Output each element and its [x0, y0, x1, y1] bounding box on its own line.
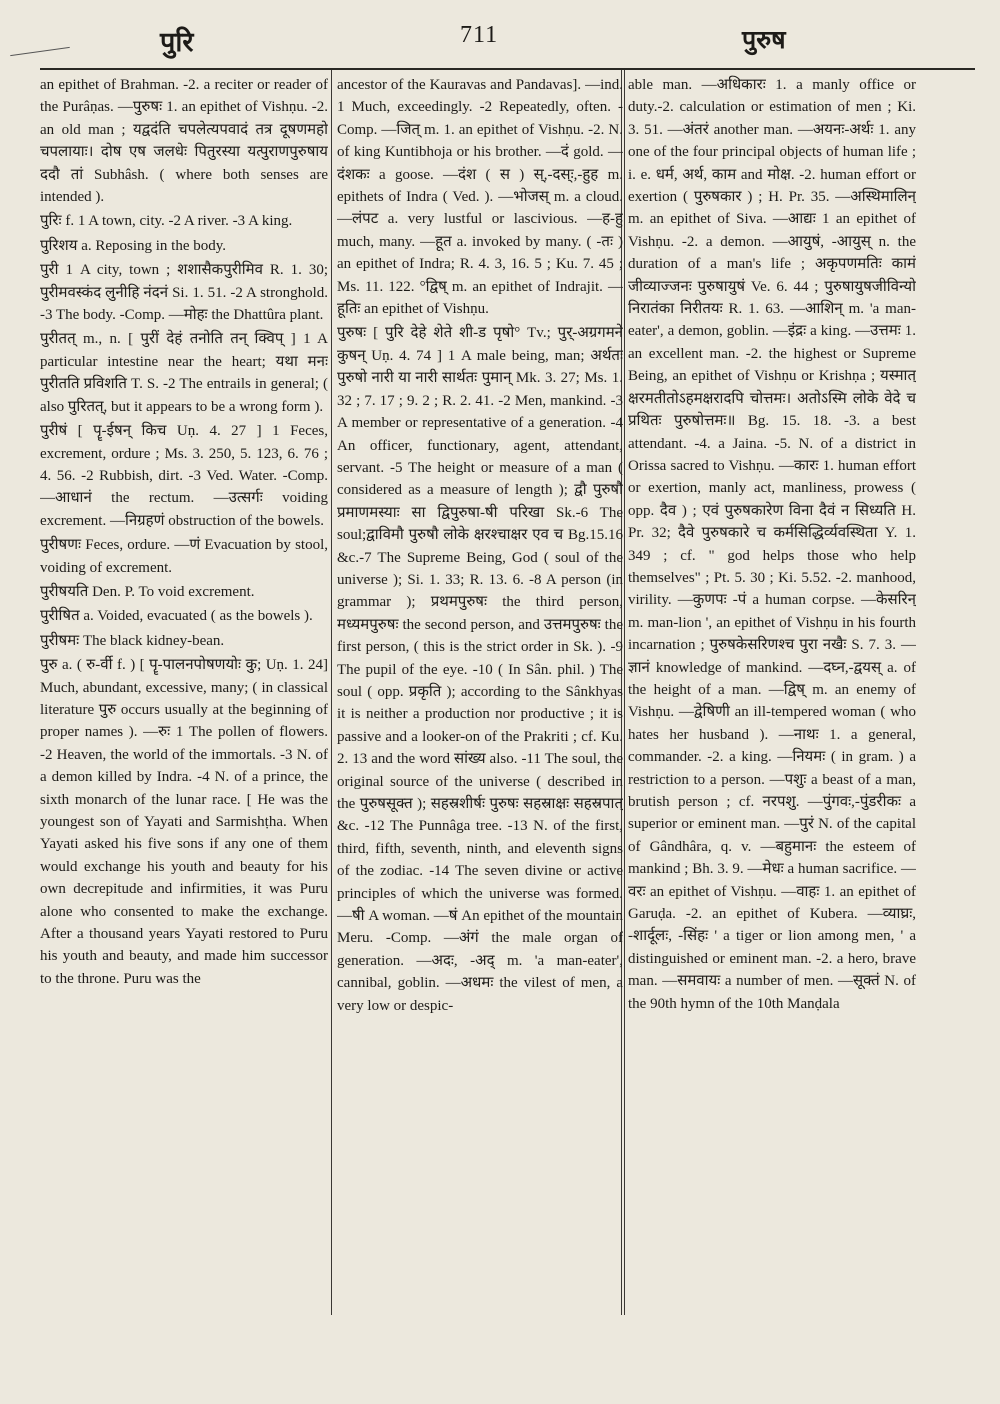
- entry-paragraph: पुरीषित a. Voided, evacuated ( as the bowels ).: [40, 608, 313, 625]
- running-head-left: पुरि: [160, 27, 194, 58]
- entry-paragraph: पुरीषमः The black kidney-bean.: [40, 632, 225, 649]
- entry-paragraph: able man. —अधिकारः 1. a manly office or duty.-2. calculation or estimation of men ; Ki. 3. 51. —अंतरं another man. —अयनः-अर्थः 1. any one of the four principal objects of human life ; i. e. धर्म, अर्थ, काम and मोक्ष. -2. human effort or exertion ( पुरुषकार ) ; H. Pr. 35. —अस्थिमालिन् m. an epithet of Siva. —आद्यः 1 an epithet of Vishṇu. -2. a demon. —आयुषं, -आयुस् n. the duration of a man's life ; अकृपणमतिः कामं जीव्याज्जनः पुरुषायुषं Ve. 6. 44 ; पुरुषायुषजीविन्यो निरातंका निरीतयः R. 1. 63. —आशिन् m. 'a man-eater', a demon, goblin. —इंद्रः a king. —उत्तमः 1. an excellent man. -2. the highest or Supreme Being, an epithet of Vishṇu or Krishṇa ; यस्मात् क्षरमतीतोऽहमक्षरादपि चोत्तमः। अतोऽस्मि लोके वेदे च प्रथितः पुरुषोत्तमः॥ Bg. 15. 18. -3. a best attendant. -4. a Jaina. -5. N. of a district in Orissa sacred to Vishṇu. —कारः 1. human effort or exertion, manly act, manliness, prowess ( opp. दैव ) ; एवं पुरुषकारेण विना दैवं न सिध्यति H. Pr. 32; दैवे पुरुषकारे च कर्मसिद्धिर्व्यवस्थिता Y. 1. 349 ; cf. " god helps those who help themselves" ; Pt. 5. 30 ; Ki. 5.52. -2. manhood, virility. —कुणपः -पं a human corpse. —केसरिन् m. man-lion ', an epithet of Vishṇu in his fourth incarnation ; पुरुषकेसरिणश्च पुरा नखैः S. 7. 3. —ज्ञानं knowledge of mankind. —दघ्न,-द्वयस् a. of the height of a man. —द्विष् m. an enemy of Vishṇu. —द्वेषिणी an ill-tempered woman ( who hates her husband ). —नाथः 1. a general, commander. -2. a king. —नियमः ( in gram. ) a restriction to a person. —पशुः a beast of a man, brutish person ; cf. नरपशु. —पुंगवः,-पुंडरीकः a superior or eminent man. —पुरं N. of the capital of Gândhâra, q. v. —बहुमानः the esteem of mankind ; Bh. 3. 9. —मेधः a human sacrifice. —वरः an epithet of Vishṇu. —वाहः 1. an epithet of Garuḍa. -2. an epithet of Kubera. —व्याघ्रः, -शार्दूलः, -सिंहः ' a tiger or lion among men, ' a distinguished or eminent man. -2. a hero, brave man. —समवायः a number of men. —सूक्तं N. of the 90th hymn of the 10th Manḍala: [628, 77, 916, 1012]
- entry-paragraph: पुरी 1 A city, town ; शशासैकपुरीमिव R. 1. 30; पुरीमवस्कंद लुनीहि नंदनं Si. 1. 51. -2 A stronghold. -3 The body. -Comp. —मोहः the Dhattûra plant.: [40, 262, 328, 324]
- entry-paragraph: पुरीषयति Den. P. To void excrement.: [40, 583, 255, 600]
- entry-paragraph: पुरु a. ( रु-र्वी f. ) [ पॄ-पालनपोषणयोः कु; Uṇ. 1. 24] Much, abundant, excessive, many; ( in classical literature पुरु occurs usually at the beginning of proper names ). —रुः 1 The pollen of flowers. -2 Heaven, the world of the immortals. -3 N. of a demon killed by Indra. -4 N. of a prince, the sixth monarch of the lunar race. [ He was the youngest son of Yayati and Sarmishṭha. When Yayati asked his five sons if any one of them would exchange his youth and beauty for his own decrepitude and infirmities, it was Puru alone who consented to make the exchange. After a thousand years Yayati restored to Puru his youth and beauty, and made him successor to the throne. Puru was the: [40, 657, 328, 987]
- entry-paragraph: पुरीषं [ पॄ-ईषन् किच Uṇ. 4. 27 ] 1 Feces, excrement, ordure ; Ms. 3. 250, 5. 123, 6. 76 ; 4. 56. -2 Rubbish, dirt. -3 Ved. Water. -Comp. —आधानं the rectum. —उत्सर्गः voiding excrement. —निग्रहणं obstruction of the bowels.: [40, 423, 328, 529]
- column-divider: [331, 70, 332, 1315]
- entry-paragraph: an epithet of Brahman. -2. a reciter or reader of the Purâṇas. —पुरुषः 1. an epithet of Vishṇu. -2. an old man ; यद्वदंति चपलेत्यपवादं तत्र दूषणमहो चपलायाः। दोष एष जलधेः पितुरस्या यत्पुराणपुरुषाय ददौ तां Subhâsh. ( where both senses are intended ).: [40, 77, 328, 206]
- page-number: 711: [460, 22, 499, 48]
- text-column-2: [337, 70, 623, 1334]
- entry-paragraph: पुरिः f. 1 A town, city. -2 A river. -3 A king.: [40, 213, 293, 230]
- text-column-1: [40, 70, 328, 1334]
- column-divider: [624, 70, 625, 1315]
- text-column-3: [628, 70, 916, 1334]
- running-head-right: पुरुष: [742, 25, 786, 54]
- entry-paragraph: पुरीषणः Feces, ordure. —णं Evacuation by stool, voiding of excrement.: [40, 537, 328, 576]
- entry-paragraph: पुरिशय a. Reposing in the body.: [40, 237, 227, 254]
- entry-paragraph: पुरुषः [ पुरि देहे शेते शी-ड पृषो° Tv.; पुर्-अग्रगमने कुषन् Uṇ. 4. 74 ] 1 A male being, man; अर्थतः पुरुषो नारी या नारी सार्थतः पुमान् Mk. 3. 27; Ms. 1. 32 ; 7. 17 ; 9. 2 ; R. 2. 41. -2 Men, mankind. -3 A member or representative of a generation. -4 An officer, functionary, agent, attendant, servant. -5 The height or measure of a man ( considered as a measure of length ); द्वौ पुरुषौ प्रमाणमस्याः सा द्विपुरुषा-षी परिखा Sk.-6 The soul;द्वाविमौ पुरुषौ लोके क्षरश्चाक्षर एव च Bg.15.16 &c.-7 The Supreme Being, God ( soul of the universe ); Si. 1. 33; R. 13. 6. -8 A person (in grammar ); प्रथमपुरुषः the third person, मध्यमपुरुषः the second person, and उत्तमपुरुषः the first person, ( this is the strict order in Sk. ). -9 The pupil of the eye. -10 ( In Sân. phil. ) The soul ( opp. प्रकृति ); according to the Sânkhyas it is neither a production nor productive ; it is passive and a looker-on of the Prakriti ; cf. Ku. 2. 13 and the word सांख्य also. -11 The soul, the original source of the universe ( described in the पुरुषसूक्त ); सहस्रशीर्षः पुरुषः सहस्राक्षः सहस्रपात् &c. -12 The Punnâga tree. -13 N. of the first, third, fifth, seventh, ninth, and eleventh signs of the zodiac. -14 The seven divine or active principles of which the universe was formed. —षी A woman. —षं An epithet of the mountain Meru. -Comp. —अंगं the male organ of generation. —अदः, -अद् m. 'a man-eater', cannibal, goblin. —अधमः the vilest of men, a very low or despic-: [337, 325, 623, 1014]
- entry-paragraph: ancestor of the Kauravas and Pandavas]. —ind. 1 Much, exceedingly. -2 Repeatedly, often. -Comp. —जित् m. 1. an epithet of Vishṇu. -2. N. of king Kuntibhoja or his brother. —दं gold. —दंशकः a goose. —दंश ( स ) स्,-दस्ः,-हुह m. epithets of Indra ( Ved. ). —भोजस् m. a cloud. —लंपट a. very lustful or lascivious. —ह-हु much, many. —हूत a. invoked by many. ( -तः ) an epithet of Indra; R. 4. 3, 16. 5 ; Ku. 7. 45 ; Ms. 11. 122. °द्विष् m. an epithet of Indrajit. —हूतिः an epithet of Vishṇu.: [337, 77, 623, 318]
- entry-paragraph: पुरीतत् m., n. [ पुरीं देहं तनोति तन् क्विप् ] 1 A particular intestine near the heart; यथा मनः पुरीतति प्रविशति T. S. -2 The entrails in general; ( also पुरितत्, but it appears to be a wrong form ).: [40, 331, 328, 415]
